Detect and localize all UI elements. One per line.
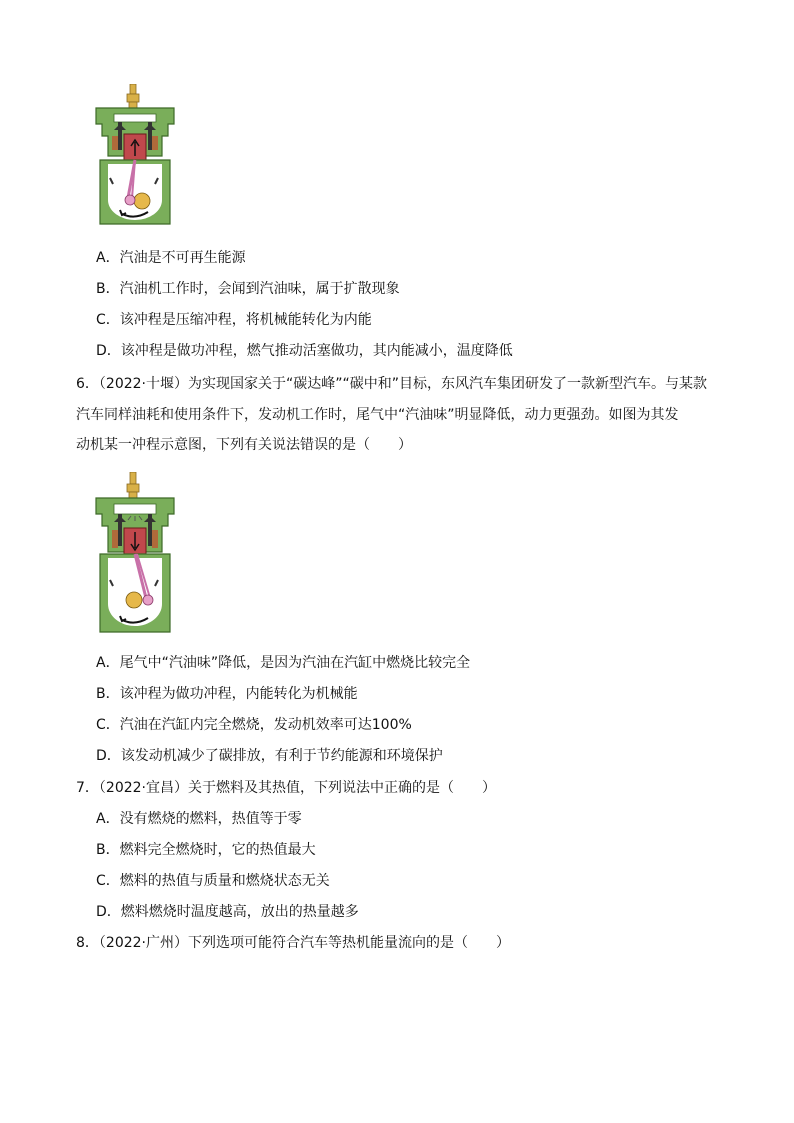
q5-option-b: B．汽油机工作时，会闻到汽油味，属于扩散现象 <box>96 281 400 297</box>
q8-stem: 8．（2022·广州）下列选项可能符合汽车等热机能量流向的是（ ） <box>76 935 510 951</box>
q6-option-b: B．该冲程为做功冲程，内能转化为机械能 <box>96 686 358 702</box>
q7-stem: 7．（2022·宜昌）关于燃料及其热值，下列说法中正确的是（ ） <box>76 780 496 796</box>
spark-plug <box>130 84 136 94</box>
q6-stem-line1: 6．（2022·十堰）为实现国家关于“碳达峰”“碳中和”目标，东风汽车集团研发了一款新型汽车。与某款 <box>76 376 707 392</box>
q7-option-c: C．燃料的热值与质量和燃烧状态无关 <box>96 873 330 889</box>
q6-option-c: C．汽油在汽缸内完全燃烧，发动机效率可达100% <box>96 717 412 733</box>
crank-wheel <box>134 193 150 209</box>
q5-option-c: C．该冲程是压缩冲程，将机械能转化为内能 <box>96 312 372 328</box>
q6-stem-line2: 汽车同样油耗和使用条件下，发动机工作时，尾气中“汽油味”明显降低，动力更强劲。如图为其发 <box>76 407 679 423</box>
q7-option-a: A．没有燃烧的燃料，热值等于零 <box>96 811 302 827</box>
engine-diagram-power <box>90 472 180 637</box>
q7-option-b: B．燃料完全燃烧时，它的热值最大 <box>96 842 316 858</box>
engine-diagram-compression <box>90 84 180 229</box>
q5-option-a: A．汽油是不可再生能源 <box>96 250 246 266</box>
q6-stem-line3: 动机某一冲程示意图，下列有关说法错误的是（ ） <box>76 437 412 453</box>
q6-option-d: D．该发动机减少了碳排放，有利于节约能源和环境保护 <box>96 748 443 764</box>
q6-option-a: A．尾气中“汽油味”降低，是因为汽油在汽缸中燃烧比较完全 <box>96 655 471 671</box>
q7-option-d: D．燃料燃烧时温度越高，放出的热量越多 <box>96 904 359 920</box>
q5-option-d: D．该冲程是做功冲程，燃气推动活塞做功，其内能减小，温度降低 <box>96 343 513 359</box>
